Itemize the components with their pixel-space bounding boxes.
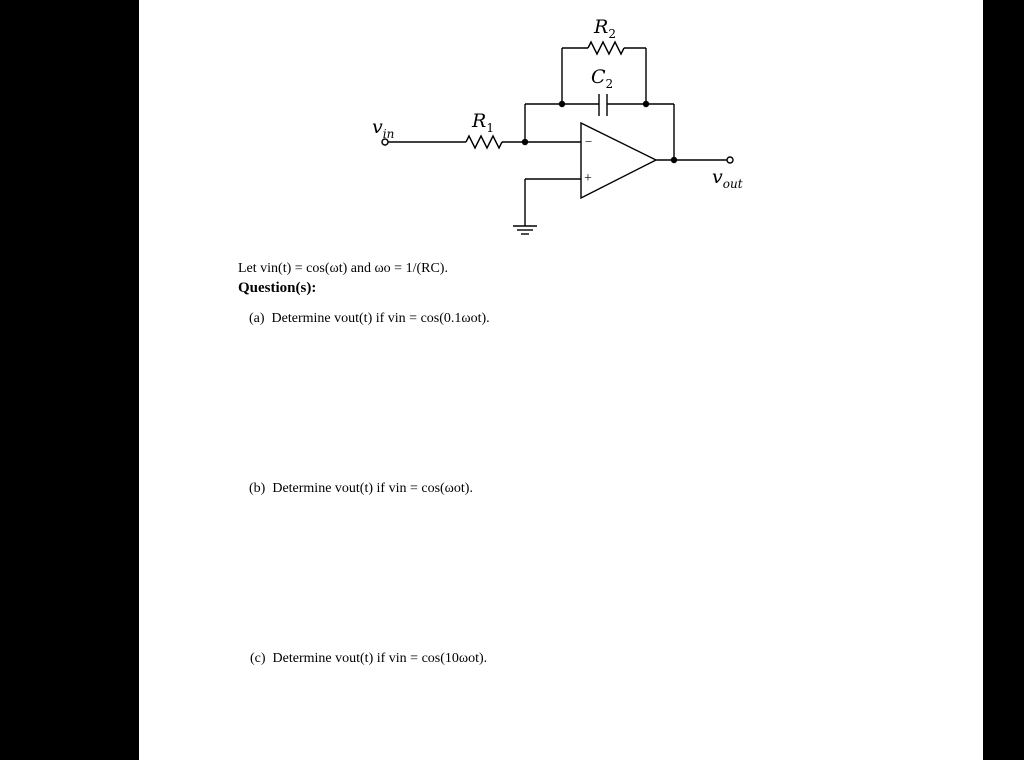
c2-label [591, 66, 613, 91]
r1-subscript: 1 [486, 120, 494, 135]
vin-label [372, 116, 394, 141]
r1-label [472, 110, 494, 135]
question-a-text: Determine vout(t) if vin = cos(0.1ωot). [271, 311, 490, 326]
r2-resistor [588, 42, 624, 54]
question-c-text: Determine vout(t) if vin = cos(10ωot). [272, 651, 488, 666]
node-dot-feedback-right [643, 101, 649, 107]
node-dot-input [522, 139, 528, 145]
vout-symbol: v [712, 166, 723, 188]
node-dot-output [671, 157, 677, 163]
vin-symbol: v [372, 116, 383, 138]
c2-symbol: C [591, 66, 606, 88]
node-dot-feedback-left [559, 101, 565, 107]
question-a-marker: (a) [249, 311, 265, 326]
r2-symbol: R [594, 16, 609, 38]
questions-heading: Question(s): [238, 280, 317, 296]
noninverting-input-sign: + [584, 171, 592, 186]
vin-subscript: in [382, 126, 395, 141]
question-b [249, 481, 473, 497]
vout-terminal [727, 157, 733, 163]
question-b-marker: (b) [249, 481, 266, 496]
inverting-input-sign: − [585, 134, 593, 149]
c2-subscript: 2 [605, 76, 614, 91]
question-a [249, 311, 490, 327]
r1-resistor [466, 136, 502, 148]
op-amp-circuit-diagram [139, 0, 983, 250]
r1-symbol: R [472, 110, 487, 132]
vout-subscript: out [722, 176, 743, 191]
r2-subscript: 2 [608, 26, 616, 41]
problem-premise: Let vin(t) = cos(ωt) and ωo = 1/(RC). [238, 261, 448, 276]
question-c [250, 651, 487, 667]
r2-label [594, 16, 616, 41]
vout-label [712, 166, 743, 191]
document-page [139, 0, 983, 760]
question-b-text: Determine vout(t) if vin = cos(ωot). [272, 481, 473, 496]
question-c-marker: (c) [250, 651, 266, 666]
